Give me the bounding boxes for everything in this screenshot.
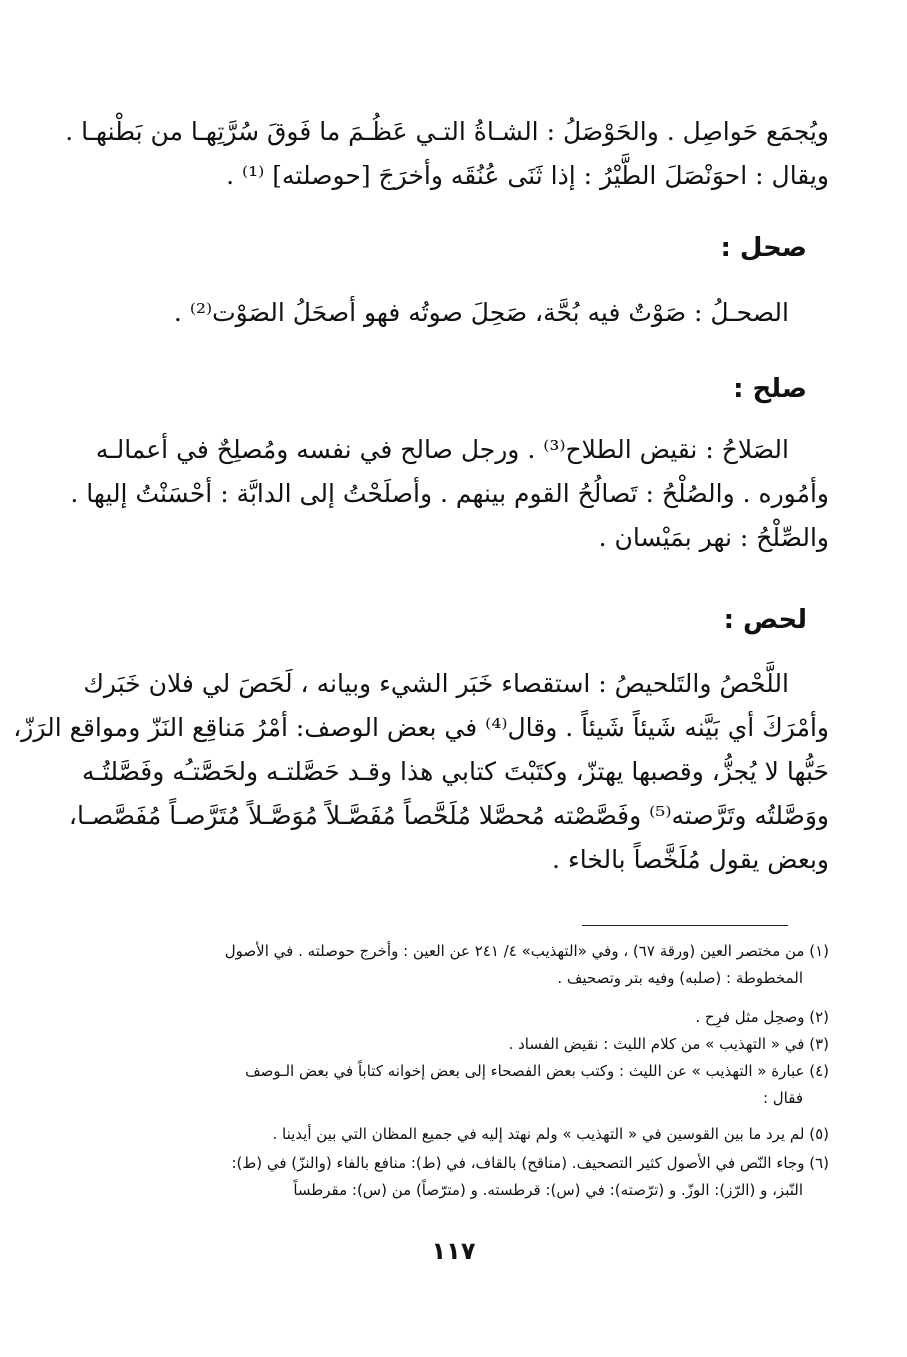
text-line: وأمْرَكَ أي بَيَّنه شَيئاً شَيئاً . وقال⁽⁴⁾ في بعض الوصف: أمْرُ مَناقِع النَزّ ومواقع الرَزّ،	[13, 713, 829, 742]
paragraph-sahal	[74, 291, 789, 335]
footnote-line: (٥) لم يرد ما بين القوسين في « التهذيب » ولم نهتد إليه في جميع المظان التي بين أيدينا .	[272, 1125, 829, 1143]
text-line: وبعض يقول مُلَخَّصاً بالخاء .	[552, 845, 829, 874]
footnote-3	[74, 1031, 829, 1058]
footnote-line: (٤) عبارة « التهذيب » عن الليث : وكتب بعض الفصحاء إلى بعض إخوانه كتاباً في بعض الـوصف	[245, 1062, 829, 1080]
footnote-line: (١) من مختصر العين (ورقة ٦٧) ، وفي «التهذيب» ٤/ ٢٤١ عن العين : وأخرج حوصلته . في الأصول	[224, 942, 829, 960]
page-number: ١١٧	[431, 1237, 476, 1265]
text-line: الصَلاحُ : نقيض الطلاح⁽³⁾ . ورجل صالح في نفسه ومُصلِحٌ في أعمالـه	[95, 435, 789, 464]
text-line: ويقال : احوَنْصَلَ الطَّيْرُ : إذا ثَنَى عُنُقَه وأخرَجَ [حوصلته] ⁽¹⁾ .	[226, 161, 829, 190]
entry-heading-lahas: لحص :	[723, 605, 807, 635]
footnote-4	[74, 1058, 829, 1112]
paragraph-hawsal	[65, 110, 829, 198]
text-line: ويُجمَع حَواصِل . والحَوْصَلُ : الشـاةُ التـي عَظُـمَ ما فَوقَ سُرَّتِهـا من بَطْنهـا .	[65, 117, 829, 146]
paragraph-salah	[70, 428, 829, 560]
paragraph-lahas	[13, 662, 829, 882]
footnote-6	[74, 1150, 829, 1204]
footnote-line: فقال :	[762, 1089, 803, 1107]
footnote-2	[74, 1004, 829, 1031]
text-line: والصِّلْحُ : نهر بمَيْسان .	[598, 523, 829, 552]
entry-heading-salah: صلح :	[733, 374, 807, 404]
footnote-line: (٦) وجاء النّص في الأصول كثير التصحيف. (مناقح) بالقاف، في (ط): منافع بالفاء (والنزّ) في (ط):	[231, 1154, 829, 1172]
footnote-5	[74, 1121, 829, 1148]
text-line: الصحـلُ : صَوْتٌ فيه بُحَّة، صَحِلَ صوتُه فهو أصحَلُ الصَوْت⁽²⁾ .	[173, 298, 789, 327]
entry-heading-sahal: صحل :	[720, 233, 807, 263]
text-line: اللَّحْصُ والتَلحيصُ : استقصاء خَبَر الشيء وبيانه ، لَحَصَ لي فلان خَبَرك	[83, 669, 789, 698]
text-line: ووَصَّلتُه وتَرَّصته⁽⁵⁾ وفَصَّصْته مُحصَّلا مُلَحَّصاً مُفَصَّـلاً مُوَصَّـلاً مُتَرَّصـاً مُفَصَّصـا،	[68, 801, 829, 830]
footnote-line: المخطوطة : (صلبه) وفيه بتر وتصحيف .	[557, 969, 803, 987]
footnote-1	[74, 938, 829, 992]
text-line: حَبُّها لا يُجزُّ، وقصبها يهتزّ، وكتَبْتَ كتابي هذا وقـد حَصَّلتـه ولحَصَّتـُه وفَصَّلتُـه	[82, 757, 829, 786]
footnote-divider	[582, 925, 788, 926]
footnote-line: (٢) وصحِل مثل فرِح .	[695, 1008, 829, 1026]
footnote-line: (٣) في « التهذيب » من كلام الليث : نقيض الفساد .	[508, 1035, 829, 1053]
text-line: وأمُوره . والصُلْحُ : تَصالُحُ القوم بينهم . وأصلَحْتُ إلى الدابَّة : أحْسَنْتُ إليها .	[70, 479, 829, 508]
footnote-line: النّبز، و (الرّز): الوزّ. و (ترّصته): في (س): قرطسته. و (مترّصاً) من (س): مقرطساً	[293, 1181, 803, 1199]
